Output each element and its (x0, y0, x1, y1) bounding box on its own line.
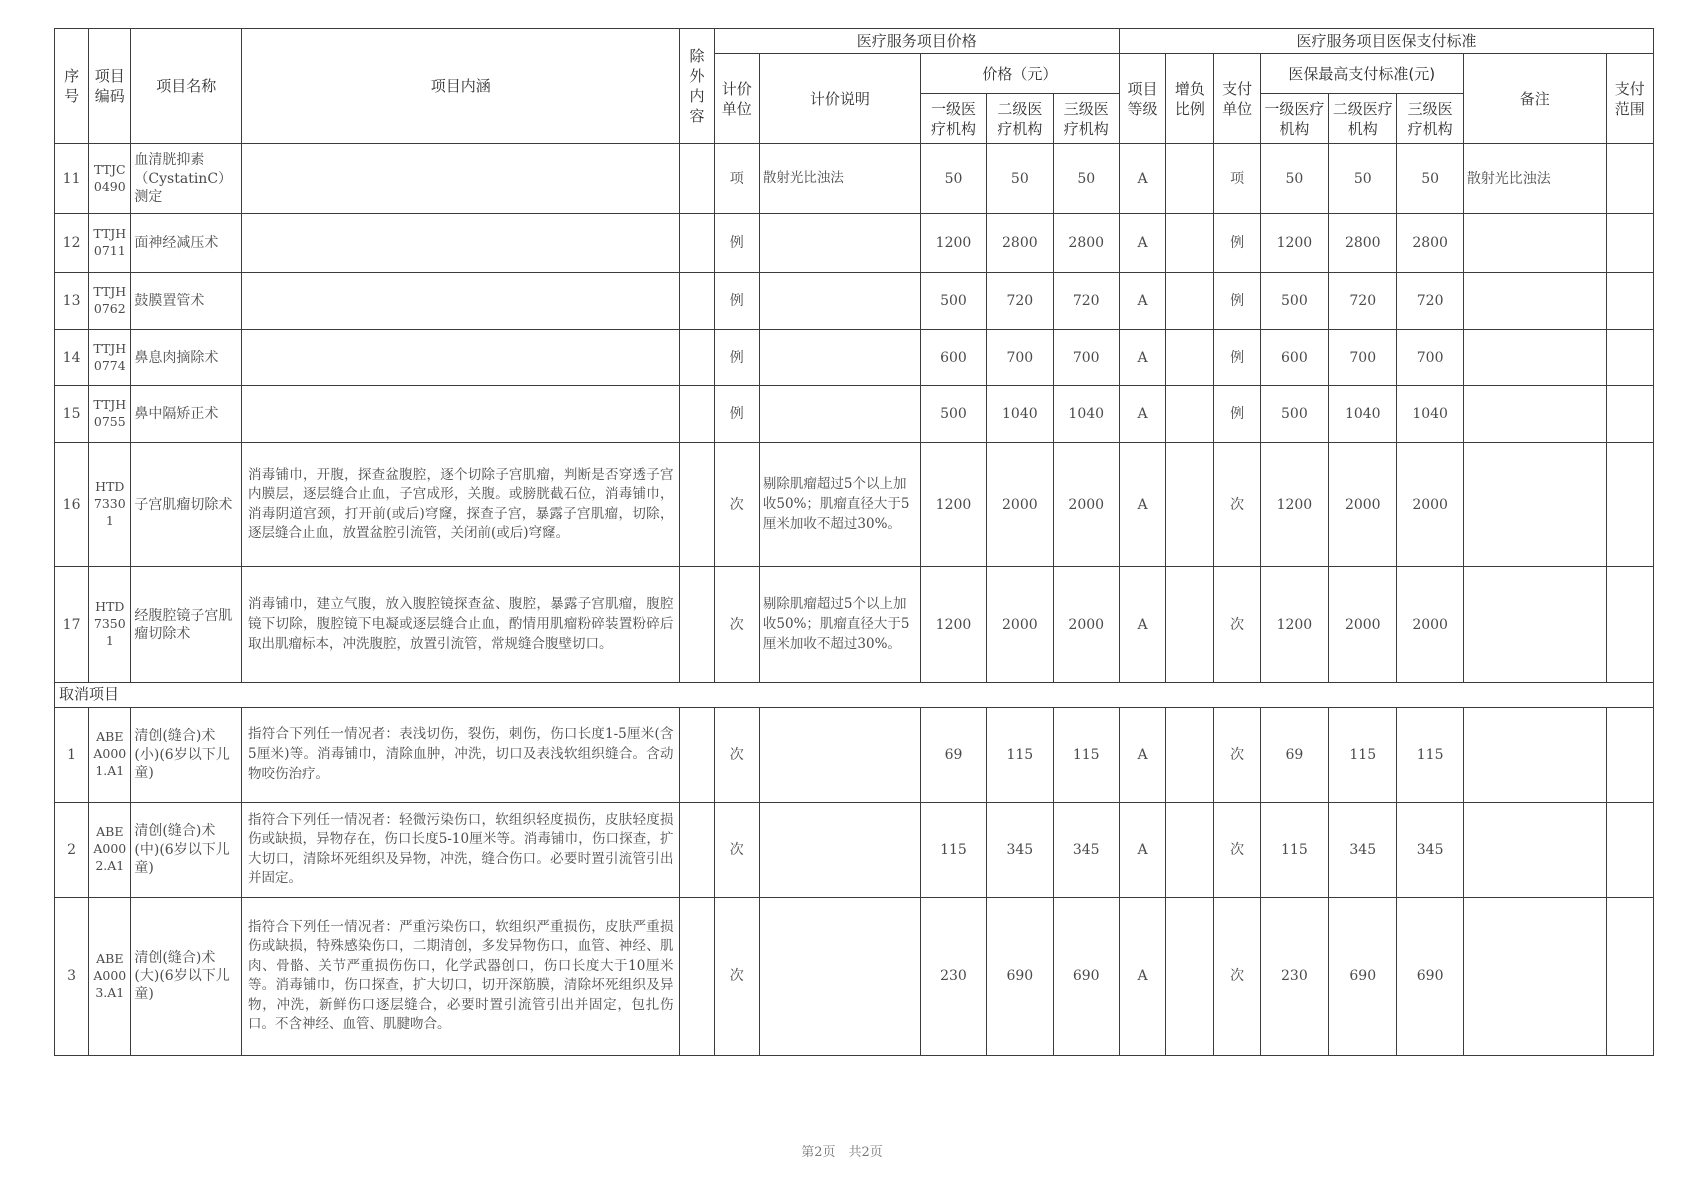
cell-ins-level3: 690 (1397, 897, 1463, 1055)
cell-ins-level2: 720 (1329, 273, 1397, 330)
cell-unit: 例 (714, 214, 759, 273)
table-header (55, 29, 1654, 144)
cell-pay-unit: 次 (1214, 567, 1260, 683)
cell-seq: 15 (55, 386, 89, 443)
cell-grade: A (1119, 707, 1165, 802)
cell-price-level3: 720 (1053, 273, 1119, 330)
cell-desc: 剔除肌瘤超过5个以上加收50%；肌瘤直径大于5厘米加收不超过30%。 (759, 443, 920, 567)
cell-content (242, 144, 680, 214)
cell-ins-level1: 600 (1260, 330, 1328, 386)
cell-unit: 次 (714, 567, 759, 683)
cell-remark (1463, 567, 1606, 683)
cell-content (242, 386, 680, 443)
cell-ins-level2: 345 (1329, 802, 1397, 897)
cell-unit: 次 (714, 443, 759, 567)
cell-scope (1606, 443, 1653, 567)
cell-ratio (1166, 330, 1214, 386)
cell-content: 消毒铺巾，开腹，探查盆腹腔，逐个切除子宫肌瘤，判断是否穿透子宫内膜层，逐层缝合止血，子宫成形，关腹。或膀胱截石位，消毒铺巾，消毒阴道宫颈，打开前(或后)穹窿，探查子宫，暴露子宫肌瘤，切除，逐层缝合止血，放置盆腔引流管，关闭前(或后)穹窿。 (242, 443, 680, 567)
cell-ins-level1: 115 (1260, 802, 1328, 897)
cell-remark (1463, 330, 1606, 386)
cell-code: ABEA0002.A1 (89, 802, 131, 897)
cell-price-level1: 50 (920, 144, 986, 214)
cell-ratio (1166, 802, 1214, 897)
cell-desc (759, 330, 920, 386)
cell-price-level1: 600 (920, 330, 986, 386)
header-insurance-group: 医疗服务项目医保支付标准 (1119, 29, 1653, 54)
cell-remark (1463, 897, 1606, 1055)
header-unit: 计价单位 (714, 54, 759, 144)
cell-ins-level1: 1200 (1260, 214, 1328, 273)
cell-price-level1: 500 (920, 386, 986, 443)
cell-code: TTJC0490 (89, 144, 131, 214)
cell-remark: 散射光比浊法 (1463, 144, 1606, 214)
section-row (55, 683, 1654, 708)
cell-ins-level3: 50 (1397, 144, 1463, 214)
cell-price-level2: 720 (987, 273, 1053, 330)
cell-name: 面神经减压术 (131, 214, 242, 273)
cell-desc: 剔除肌瘤超过5个以上加收50%；肌瘤直径大于5厘米加收不超过30%。 (759, 567, 920, 683)
cell-seq: 3 (55, 897, 89, 1055)
cell-price-level2: 50 (987, 144, 1053, 214)
cell-unit: 项 (714, 144, 759, 214)
header-ratio: 增负比例 (1166, 54, 1214, 144)
header-remark: 备注 (1463, 54, 1606, 144)
cell-desc (759, 214, 920, 273)
cell-grade: A (1119, 802, 1165, 897)
header-price-group: 医疗服务项目价格 (714, 29, 1119, 54)
cell-seq: 11 (55, 144, 89, 214)
cell-ins-level2: 2000 (1329, 443, 1397, 567)
cell-price-level3: 50 (1053, 144, 1119, 214)
cell-ins-level3: 345 (1397, 802, 1463, 897)
cell-ins-level3: 2800 (1397, 214, 1463, 273)
cell-content: 消毒铺巾，建立气腹，放入腹腔镜探查盆、腹腔，暴露子宫肌瘤，腹腔镜下切除，腹腔镜下电凝或逐层缝合止血，酌情用肌瘤粉碎装置粉碎后取出肌瘤标本，冲洗腹腔，放置引流管，常规缝合腹壁切口。 (242, 567, 680, 683)
cell-ratio (1166, 144, 1214, 214)
header-ins-level2: 二级医疗机构 (1329, 94, 1397, 144)
cell-excluded (680, 386, 714, 443)
header-level1: 一级医疗机构 (920, 94, 986, 144)
cell-price-level2: 700 (987, 330, 1053, 386)
cell-pay-unit: 次 (1214, 897, 1260, 1055)
cell-content (242, 330, 680, 386)
cell-price-level1: 69 (920, 707, 986, 802)
cell-scope (1606, 802, 1653, 897)
cell-name: 鼻息肉摘除术 (131, 330, 242, 386)
cell-ins-level3: 115 (1397, 707, 1463, 802)
cell-pay-unit: 例 (1214, 386, 1260, 443)
price-table (54, 28, 1654, 1056)
cell-scope (1606, 707, 1653, 802)
cell-seq: 14 (55, 330, 89, 386)
cell-unit: 例 (714, 386, 759, 443)
table-row (55, 567, 1654, 683)
header-code: 项目编码 (89, 29, 131, 144)
header-level3: 三级医疗机构 (1053, 94, 1119, 144)
cell-ins-level2: 50 (1329, 144, 1397, 214)
cell-desc (759, 802, 920, 897)
cell-name: 清创(缝合)术(大)(6岁以下儿童) (131, 897, 242, 1055)
cell-name: 子宫肌瘤切除术 (131, 443, 242, 567)
cell-scope (1606, 897, 1653, 1055)
cell-price-level1: 1200 (920, 214, 986, 273)
cell-unit: 次 (714, 897, 759, 1055)
cell-scope (1606, 567, 1653, 683)
cell-price-level1: 115 (920, 802, 986, 897)
cell-name: 鼻中隔矫正术 (131, 386, 242, 443)
header-excluded: 除外内容 (680, 29, 714, 144)
cell-ratio (1166, 897, 1214, 1055)
cell-ins-level3: 1040 (1397, 386, 1463, 443)
cell-code: TTJH0774 (89, 330, 131, 386)
cell-unit: 例 (714, 330, 759, 386)
cell-excluded (680, 707, 714, 802)
cell-price-level3: 2800 (1053, 214, 1119, 273)
cell-scope (1606, 214, 1653, 273)
cell-remark (1463, 386, 1606, 443)
cell-price-level3: 1040 (1053, 386, 1119, 443)
cell-content (242, 273, 680, 330)
cell-ratio (1166, 273, 1214, 330)
cell-ins-level3: 700 (1397, 330, 1463, 386)
cell-ins-level1: 500 (1260, 273, 1328, 330)
cell-price-level3: 690 (1053, 897, 1119, 1055)
cell-price-level3: 2000 (1053, 567, 1119, 683)
cell-seq: 17 (55, 567, 89, 683)
cell-grade: A (1119, 144, 1165, 214)
cell-seq: 13 (55, 273, 89, 330)
cell-remark (1463, 443, 1606, 567)
table-row (55, 707, 1654, 802)
header-desc: 计价说明 (759, 54, 920, 144)
cell-price-level1: 230 (920, 897, 986, 1055)
cell-desc (759, 707, 920, 802)
cell-pay-unit: 例 (1214, 273, 1260, 330)
cell-name: 清创(缝合)术(小)(6岁以下儿童) (131, 707, 242, 802)
cell-ins-level3: 720 (1397, 273, 1463, 330)
header-level2: 二级医疗机构 (987, 94, 1053, 144)
cell-remark (1463, 214, 1606, 273)
table-row (55, 443, 1654, 567)
cell-content: 指符合下列任一情况者：严重污染伤口，软组织严重损伤，皮肤严重损伤或缺损，特殊感染伤口，二期清创，多发异物伤口，血管、神经、肌肉、骨骼、关节严重损伤伤口，化学武器创口，伤口长度大于10厘米等。消毒铺巾，伤口探查，扩大切口，切开深筋膜，清除坏死组织及异物，冲洗，新鲜伤口逐层缝合，必要时置引流管引出并固定，包扎伤口。不含神经、血管、肌腱吻合。 (242, 897, 680, 1055)
cell-seq: 2 (55, 802, 89, 897)
cell-code: ABEA0003.A1 (89, 897, 131, 1055)
cell-excluded (680, 897, 714, 1055)
cell-price-level1: 1200 (920, 443, 986, 567)
cell-scope (1606, 273, 1653, 330)
cell-code: TTJH0762 (89, 273, 131, 330)
header-scope: 支付范围 (1606, 54, 1653, 144)
header-ins-level3: 三级医疗机构 (1397, 94, 1463, 144)
table-row (55, 802, 1654, 897)
table-row (55, 330, 1654, 386)
cell-ins-level2: 700 (1329, 330, 1397, 386)
cell-price-level1: 1200 (920, 567, 986, 683)
cell-ins-level1: 500 (1260, 386, 1328, 443)
cell-price-level2: 115 (987, 707, 1053, 802)
cell-price-level2: 345 (987, 802, 1053, 897)
cell-content: 指符合下列任一情况者：轻微污染伤口，软组织轻度损伤，皮肤轻度损伤或缺损，异物存在，伤口长度5-10厘米等。消毒铺巾，伤口探查，扩大切口，清除坏死组织及异物，冲洗，缝合伤口。必要时置引流管引出并固定。 (242, 802, 680, 897)
cell-ins-level3: 2000 (1397, 443, 1463, 567)
cell-ratio (1166, 567, 1214, 683)
cell-ratio (1166, 386, 1214, 443)
cell-price-level2: 2000 (987, 443, 1053, 567)
cell-pay-unit: 项 (1214, 144, 1260, 214)
cell-grade: A (1119, 330, 1165, 386)
cell-excluded (680, 214, 714, 273)
cell-unit: 例 (714, 273, 759, 330)
header-pay-unit: 支付单位 (1214, 54, 1260, 144)
cell-desc (759, 386, 920, 443)
table-row (55, 214, 1654, 273)
cell-name: 鼓膜置管术 (131, 273, 242, 330)
cell-remark (1463, 802, 1606, 897)
cell-ins-level2: 1040 (1329, 386, 1397, 443)
cell-code: ABEA0001.A1 (89, 707, 131, 802)
cell-price-level3: 2000 (1053, 443, 1119, 567)
cell-excluded (680, 443, 714, 567)
cell-grade: A (1119, 273, 1165, 330)
cell-grade: A (1119, 897, 1165, 1055)
table-row (55, 144, 1654, 214)
cell-ratio (1166, 214, 1214, 273)
cell-ins-level1: 50 (1260, 144, 1328, 214)
page-number: 第2页 共2页 (801, 1145, 883, 1160)
cell-scope (1606, 144, 1653, 214)
cell-ratio (1166, 707, 1214, 802)
cell-pay-unit: 次 (1214, 802, 1260, 897)
cell-excluded (680, 144, 714, 214)
cell-grade: A (1119, 567, 1165, 683)
cell-ins-level2: 2800 (1329, 214, 1397, 273)
cell-unit: 次 (714, 802, 759, 897)
table-body (55, 144, 1654, 1056)
cell-remark (1463, 707, 1606, 802)
header-name: 项目名称 (131, 29, 242, 144)
cell-excluded (680, 273, 714, 330)
cell-name: 清创(缝合)术(中)(6岁以下儿童) (131, 802, 242, 897)
cell-price-level3: 700 (1053, 330, 1119, 386)
cell-excluded (680, 802, 714, 897)
cell-ins-level2: 690 (1329, 897, 1397, 1055)
header-price-sub: 价格（元） (920, 54, 1119, 94)
cell-name: 血清胱抑素（CystatinC）测定 (131, 144, 242, 214)
cell-desc (759, 897, 920, 1055)
cell-ins-level3: 2000 (1397, 567, 1463, 683)
table-row (55, 897, 1654, 1055)
cell-desc (759, 273, 920, 330)
cell-grade: A (1119, 386, 1165, 443)
cell-code: HTD73301 (89, 443, 131, 567)
table-row (55, 386, 1654, 443)
cell-code: HTD73501 (89, 567, 131, 683)
cell-ratio (1166, 443, 1214, 567)
cell-grade: A (1119, 443, 1165, 567)
cell-ins-level1: 69 (1260, 707, 1328, 802)
cell-price-level2: 1040 (987, 386, 1053, 443)
cell-scope (1606, 330, 1653, 386)
cell-pay-unit: 次 (1214, 707, 1260, 802)
cell-pay-unit: 次 (1214, 443, 1260, 567)
cell-ins-level2: 2000 (1329, 567, 1397, 683)
header-seq: 序号 (55, 29, 89, 144)
cell-name: 经腹腔镜子宫肌瘤切除术 (131, 567, 242, 683)
cell-content: 指符合下列任一情况者：表浅切伤，裂伤，刺伤，伤口长度1-5厘米(含5厘米)等。消毒铺巾，清除血肿，冲洗，切口及表浅软组织缝合。含动物咬伤治疗。 (242, 707, 680, 802)
cell-ins-level1: 1200 (1260, 443, 1328, 567)
cell-ins-level1: 1200 (1260, 567, 1328, 683)
cell-price-level2: 2000 (987, 567, 1053, 683)
cell-ins-level1: 230 (1260, 897, 1328, 1055)
cell-excluded (680, 567, 714, 683)
cell-desc: 散射光比浊法 (759, 144, 920, 214)
cell-price-level2: 2800 (987, 214, 1053, 273)
cell-code: TTJH0755 (89, 386, 131, 443)
cell-seq: 16 (55, 443, 89, 567)
cell-seq: 12 (55, 214, 89, 273)
cell-seq: 1 (55, 707, 89, 802)
cell-price-level2: 690 (987, 897, 1053, 1055)
header-content: 项目内涵 (242, 29, 680, 144)
cell-remark (1463, 273, 1606, 330)
cell-code: TTJH0711 (89, 214, 131, 273)
cell-price-level1: 500 (920, 273, 986, 330)
cell-pay-unit: 例 (1214, 330, 1260, 386)
section-cancel-label: 取消项目 (55, 683, 1654, 708)
cell-content (242, 214, 680, 273)
header-grade: 项目等级 (1119, 54, 1165, 144)
header-ins-level1: 一级医疗机构 (1260, 94, 1328, 144)
cell-ins-level2: 115 (1329, 707, 1397, 802)
cell-price-level3: 115 (1053, 707, 1119, 802)
cell-unit: 次 (714, 707, 759, 802)
cell-price-level3: 345 (1053, 802, 1119, 897)
cell-grade: A (1119, 214, 1165, 273)
cell-excluded (680, 330, 714, 386)
header-max-sub: 医保最高支付标准(元) (1260, 54, 1463, 94)
table-row (55, 273, 1654, 330)
cell-pay-unit: 例 (1214, 214, 1260, 273)
cell-scope (1606, 386, 1653, 443)
